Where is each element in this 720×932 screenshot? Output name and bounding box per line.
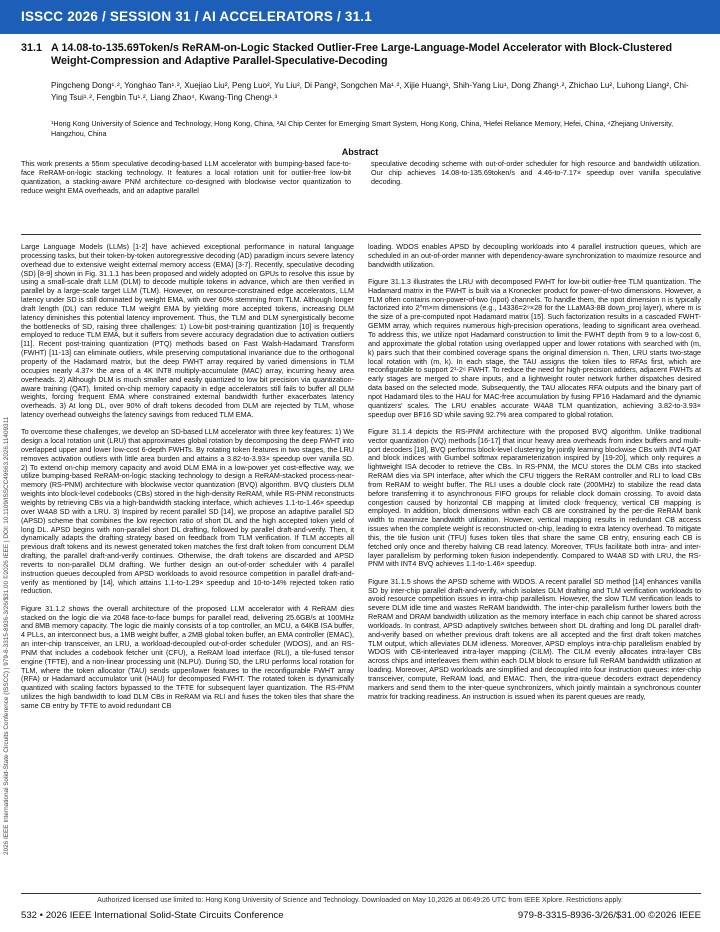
body-paragraph: Figure 31.1.4 depicts the RS-PNM architecture with the proposed BVQ algorithm. Unlike traditional vector quantization (VQ) methods [16-17] that incur heavy area overheads from index buffers and multi-port decoders [18], BVQ performs block-level clustering by jointly learning blockwise CBs with INT4 QAT and block indices with Gumbel softmax reparameterization inspired by [19-20], which only requires a lightweight ISA decoder to retrieve the CBs. In RS-PNM, the MCU stores the DLM CBs into stacked ReRAM dies via SPI interface, after which the CFU triggers the ReRAM controller and RLI to load CBs from ReRAM to weight buffer. The RLI uses a double clock rate (200MHz) to stabilize the read data before transferring it to asynchronous FIFO groups for reliable clock domain crossing. To avoid data congestion caused by horizontal CB mapping at limited clock frequency, vertical CB mapping is employed. In addition, block dimensions within each CB are constrained by the per-die ReRAM bank width to maximize bandwidth utilization. However, vertical mapping results in redundant CB access issues when the complete weight is reconstructed on-chip, leading to extra latency overhead. To mitigate this, the tile fusion unit (TFU) fuses token tiles that share the same CB entry, ensuring each CB is fetched only once and thereby halving CB read latency. Moreover, TFUs facilitate both intra- and inter-layer parallelism by performing token fusion independently. Compared to W4A8 SD with LRU, the RS-PNM with INT4 BVQ achieves 1.1-to-1.46× speedup. <box>368 426 701 569</box>
abstract-left-column: This work presents a 55nm speculative decoding-based LLM accelerator with bumping-based face-to-face ReRAM-on-logic stacking technology. It features a local rotation unit for outlier-free low-bit quantization, a stacking-aware PNM architecture co-designed with blockwise vector quantization to reduce weight EMA overheads, and an adaptive parallel <box>21 159 351 195</box>
body-left-column <box>21 243 354 719</box>
footer-page-conference: 532 • 2026 IEEE International Solid-State Circuits Conference <box>21 910 284 921</box>
body-paragraph: Large Language Models (LLMs) [1-2] have achieved exceptional performance in natural language processing tasks, but their token-by-token autoregressive decoding (AD) paradigm incurs severe latency overhead due to extensive weight external memory access (EMA) [3-7]. Recently, speculative decoding (SD) [8-9] shown in Fig. 31.1.1 has been proposed and widely adopted on GPUs to resolve this issue by using a small-scale draft LLM (DLM) to decode multiple tokens in advance, which are then verified in parallel by a large-scale target LLM (TLM). However, on resource-constrained edge accelerators, LLM latency under SD is still dominated by weight EMA, with over 60% stemming from TLM. Although longer draft length (DL) can reduce TLM weight EMA by yielding more accepted tokens, increasing DLM latency diminishes this potential latency improvement. Thus, the TLM and DLM synergistically become the bottlenecks of SD, raising three challenges: 1) Low-bit post-training quantization [10] is frequently employed to reduce TLM EMA, but it suffers from severe accuracy degradation due to activation outliers [11]. Recent post-training quantization (PTQ) methods based on Fast Walsh-Hadamard Transform (FWHT) [11-13] can eliminate outliers, while preserving computational invariance due to the orthogonal property of the Hadamard matrix, but the deep FWHT array required by varied dimensions in TLM occupies nearly 4.37× the area of a 4K INT8 multiply-accumulate (MAC) array, incurring heavy area overheads. 2) Although DLM is much smaller and easily quantized to low bit precision via quantization-aware training (QAT), limited on-chip memory capacity in edge accelerators still fails to buffer all DLM weights, forcing frequent EMA where constrained external bandwidth further exacerbates latency overheads. 3) At long DL, over 90% of draft tokens decoded from DLM are rejected by TLM, whose latency overhead outweighs the latency savings from reduced TLM EMA. <box>21 242 354 420</box>
paper-number: 31.1 <box>21 42 43 54</box>
footer-copyright: 979-8-3315-8936-3/26/$31.00 ©2026 IEEE <box>517 910 701 921</box>
body-right-column <box>368 243 701 710</box>
author-list: Pingcheng Dong¹˒², Yonghao Tan¹˒², Xuejiao Liu², Peng Luo², Yu Liu², Di Pang², Songchen Ma¹˒², Xijie Huang¹, Shih-Yang Liu¹, Dong Zhang¹˒², Zhichao Lu², Luhong Liang², Chi-Ying Tsui¹˒², Fengbin Tu¹˒², Liang Zhao⁴, Kwang-Ting Cheng¹˒³ <box>51 81 689 102</box>
abstract-divider <box>21 234 701 235</box>
body-paragraph: Figure 31.1.3 illustrates the LRU with decomposed FWHT for low-bit outlier-free TLM quantization. The Hadamard matrix in the FWHT is built via a Kronecker product for power-of-two dimensions. However, a TLM often contains non-power-of-two (npot) channels. To handle them, the npot dimension n is typically factorized into 2^m×m dimensions (e.g., 14336=2⁹×28 for the LLaMA3-8B down_proj layer), where m is the size of a pre-computed npot Hadamard matrix [15]. Such factorization results in a cascaded FWHT-GEMM array, which requires numerous high-precision operations, leading to significant area overhead. To address this, we utilize npot Hadamard construction to limit the FWHT depth from 9 to a low-cost 6, and approximate the global rotation using overlapped upper and lower rotations with searched with (m, k) pairs such that their combined coverage spans the original dimension n. Then, LRU starts two-stage local rotation with (m, k). In each stage, the TAU assigns the token tiles to RFAs first, which are reconfigurable to support 2¹-2⁶ FWHT. To reduce the need for high-precision adders, adjacent FWHTs at early stages are merged to share inputs, and a lightweight router network further dispatches desired data based on the selected mode. Subsequently, the TAU allocates RFA outputs and the binary part of npot Hadamard tiles to the HAU for MAC-free accumulation by fusing FP16 Hadamard and the dynamic quantizers' scales. The LRU enables accurate W4A8 TLM quantization, achieving 3.82-to-3.93× speedup over BF16 SD while saving 92.7% area compared to global rotation. <box>368 276 701 419</box>
body-paragraph: Figure 31.1.5 shows the APSD scheme with WDOS. A recent parallel SD method [14] enhances vanilla SD by inter-chip parallel draft-and-verify, which isolates DLM drafting and TLM verification workloads to avoid resource competition issues in intra-chip parallelism. However, the slow TLM verification leads to severe DLM idle time and wastes ReRAM bandwidth. The inter-chip parallelism further lowers both the ReRAM and DRAM bandwidth utilization as the memory interface in each chip cannot be shared across workloads. In contrast, APSD adaptively switches between short DL drafting and long DL parallel draft-and-verify based on whether previous draft tokens are all accepted and the first draft token matches TLM output, which alleviates DLM idleness. Moreover, APSD employs intra-chip parallelism enabled by WDOS with CB-interleaved intra-layer mapping (CILM). The CILM evenly allocates intra-layer CBs across chips and interleaves them within each DLM block to ensure full ReRAM bandwidth utilization at loading. Moreover, APSD workloads are simplified and decoupled into four instruction queues: inter-chip transceiver, compute, ReRAM load, and EMAC. Then, the intra-queue decoders extract dependency markers and send them to the inter-queue synchronizers, which jointly maintain a synchronous counter matrix for tracking readiness. An instruction is issued when its parent queues are ready, <box>368 576 701 701</box>
abstract-heading: Abstract <box>341 147 379 157</box>
body-paragraph: Figure 31.1.2 shows the overall architecture of the proposed LLM accelerator with 4 ReRAM dies stacked on the logic die via 2048 face-to-face bumps for parallel read, delivering 25.6GB/s at 100MHz and 8MB memory capacity. The logic die mainly consists of a top controller, an MCU, a 64KB ISA buffer, 4 PLLs, an interconnect bus, a 1MB weight buffer, a 2MB global token buffer, an EMA controller (EMAC), an inter-chip transceiver, an LRU, a workload-decoupled out-of-order scheduler (WDOS), and an RS-PNM that includes a codebook fetcher unit (CFU), a ReRAM load interface (RLI), a tile-fused tensor engine (TFTE), and a non-linear processing unit (NLPU). During SD, the LRU performs local rotation for TLM, where the token allocator (TAU) sends upper/lower features to the reconfigurable FWHT array (RFA) or Hadamard accumulator unit (HAU) for decomposed FWHT. The rotated token is dynamically quantized with scaling factors bypassed to the TFTE for subsequent layer quantization. The RS-PNM utilizes the high bandwidth to load DLM CBs in ReRAM via RLI and fuses the token tiles that share the same CB entry by TFTE to avoid redundant CB <box>21 603 354 710</box>
abstract-right-column: speculative decoding scheme with out-of-order scheduler for high resource and bandwidth utilization. Our chip achieves 14.08-to-135.69token/s and 4.46-to-7.17× speedup over vanilla speculative decoding. <box>371 159 701 186</box>
affiliations: ¹Hong Kong University of Science and Technology, Hong Kong, China, ²AI Chip Center for Emerging Smart System, Hong Kong, China, ³Hefei Reliance Memory, Hefei, China, ⁴Zhejiang University, Hangzhou, China <box>51 119 674 138</box>
doi-sidebar: 2026 IEEE International Solid-State Circuits Conference (ISSCC) | 979-8-3315-8936-3/26/$31.00 ©2026 IEEE | DOI: 10.1109/ISSCC49663.2026.11409311 <box>3 416 10 855</box>
footer-divider <box>21 893 701 894</box>
body-paragraph: To overcome these challenges, we develop an SD-based LLM accelerator with three key features: 1) We design a local rotation unit (LRU) that approximates global rotation by decomposing the deep FWHT into overlapped upper and lower low-cost 6-depth FWHTs. By rotating token features in two stages, the LRU removes activation outliers with little area burden and attains a 3.82-to-3.93× speedup over vanilla SD. 2) To extend on-chip memory capacity and avoid DLM EMA in a low-power yet cost-effective way, we utilize bumping-based ReRAM-on-logic stacking technology to design a ReRAM-stacked process-near-memory (RS-PNM) architecture with blockwise vector quantization (BVQ) algorithm. BVQ clusters DLM weights into block-level codebooks (CBs) stored in the high-density ReRAM, while RS-PNM reconstructs weights by retrieving CBs via a high-bandwidth stacking interface, which achieves 1.1-to-1.46× speedup over W4A8 SD with a LRU. 3) Inspired by recent parallel SD [14], we propose an adaptive parallel SD (APSD) scheme that combines the low rejection ratio of short DL and the high accepted token yield of long DL. APSD begins with non-parallel short DL drafting, followed by parallel draft-and-verify. Then, it dynamically adapts the drafting strategy based on feedback from TLM verification. If TLM accepts all previous draft tokens and its newest generated token matches the first draft token from concurrent DLM drafting, the parallel draft-and-verify continues. Otherwise, the draft tokens are discarded and APSD reverts to non-parallel DLM drafting. We further design an out-of-order scheduler with 4 parallel instruction queues decoupled from APSD workloads to avoid resource competition in parallel draft-and-verify as mentioned by [14], which attains 1.1-to-1.29× speedup and 10-to-14% rejected token ratio reduction. <box>21 427 354 596</box>
session-header-bar <box>0 0 720 34</box>
paper-title: A 14.08-to-135.69Token/s ReRAM-on-Logic Stacked Outlier-Free Large-Language-Model Accelerator with Block-Clustered Weight-Compression and Adaptive Parallel-Speculative-Decoding <box>51 42 673 67</box>
authorized-use-notice: Authorized licensed use limited to: Hong Kong University of Science and Technology. Downloaded on May 10,2026 at 06:49:26 UTC from IEEE Xplore. Restrictions apply. <box>97 897 623 904</box>
session-header: ISSCC 2026 / SESSION 31 / AI ACCELERATORS / 31.1 <box>21 9 372 24</box>
body-paragraph: loading. WDOS enables APSD by decoupling workloads into 4 parallel instruction queues, which are scheduled in an out-of-order manner with dependency-aware synchronization to maximize resource and bandwidth utilization. <box>368 242 701 269</box>
